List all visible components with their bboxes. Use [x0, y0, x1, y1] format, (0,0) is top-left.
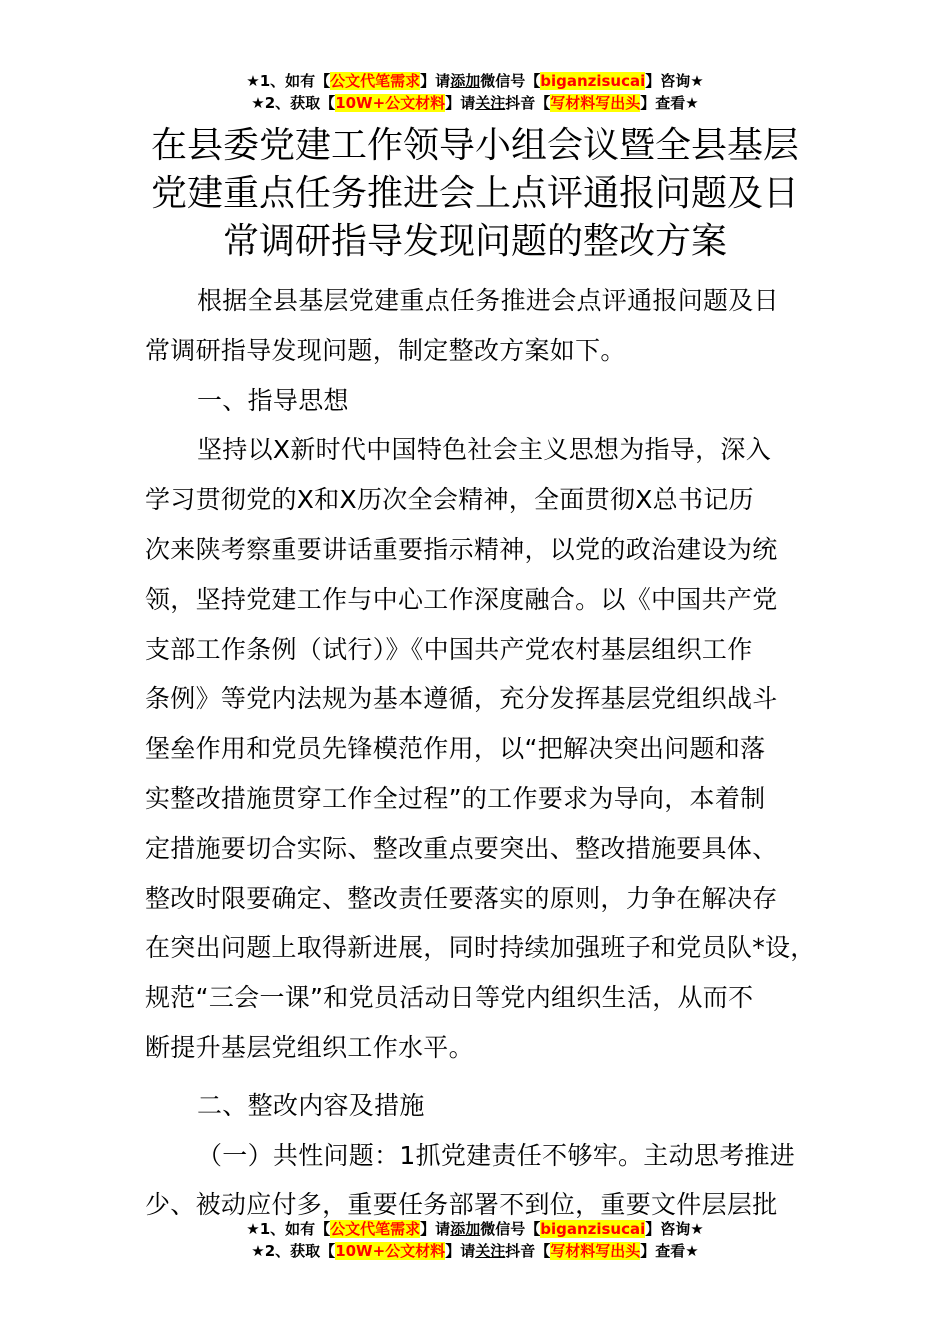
promo-line-2 — [0, 1240, 950, 1262]
promo-text: 】咨询★ — [645, 72, 704, 90]
paragraph-line: 支部工作条例（试行）》《中国共产党农村基层组织工作 — [145, 634, 753, 664]
paragraph-line: 在突出问题上取得新进展，同时持续加强班子和党员队*设， — [145, 933, 816, 963]
paragraph-line: 断提升基层党组织工作水平。 — [145, 1032, 474, 1062]
promo-text: 】请 — [420, 72, 451, 90]
paragraph-line: 少、被动应付多，重要任务部署不到位，重要文件层层批 — [145, 1190, 778, 1220]
promo-text: ★1、如有【 — [246, 72, 331, 90]
promo-text: 抖音【 — [505, 1242, 551, 1260]
promo-highlight: biganzisucai — [540, 1220, 646, 1238]
paragraph-line: 学习贯彻党的X和X历次全会精神，全面贯彻X总书记历 — [145, 485, 754, 515]
promo-highlight: 写材料写出头 — [550, 94, 641, 112]
promo-text: ★2、获取【 — [251, 1242, 336, 1260]
paragraph-line: 坚持以X新时代中国特色社会主义思想为指导，深入 — [197, 435, 772, 465]
promo-header — [0, 70, 950, 114]
promo-line-1 — [0, 70, 950, 92]
promo-text: 】咨询★ — [645, 1220, 704, 1238]
paragraph-line: 次来陕考察重要讲话重要指示精神，以党的政治建设为统 — [145, 534, 778, 564]
paragraph-line: 规范“三会一课”和党员活动日等党内组织生活，从而不 — [145, 983, 754, 1013]
title-line: 常调研指导发现问题的整改方案 — [222, 221, 727, 262]
promo-underline: 关注 — [475, 1242, 506, 1260]
promo-highlight: biganzisucai — [540, 72, 646, 90]
title-line: 党建重点任务推进会上点评通报问题及日 — [150, 173, 799, 214]
promo-footer — [0, 1218, 950, 1262]
promo-line-2 — [0, 92, 950, 114]
promo-underline: 添加 — [450, 72, 481, 90]
promo-text: 】查看★ — [640, 1242, 699, 1260]
paragraph-line: 整改时限要确定、整改责任要落实的原则，力争在解决存 — [145, 883, 778, 913]
promo-highlight: 10W+公文材料 — [335, 94, 446, 112]
paragraph-line: （一）共性问题：1抓党建责任不够牢。主动思考推进 — [197, 1140, 796, 1170]
paragraph-line: 实整改措施贯穿工作全过程”的工作要求为导向，本着制 — [145, 783, 766, 813]
paragraph-line: 堡垒作用和党员先锋模范作用，以“把解决突出问题和落 — [145, 734, 766, 764]
promo-text: 抖音【 — [505, 94, 551, 112]
promo-text: 微信号【 — [480, 72, 541, 90]
promo-highlight: 公文代笔需求 — [330, 72, 421, 90]
promo-highlight: 10W+公文材料 — [335, 1242, 446, 1260]
promo-underline: 关注 — [475, 94, 506, 112]
promo-text: 】查看★ — [640, 94, 699, 112]
promo-text: ★1、如有【 — [246, 1220, 331, 1238]
promo-highlight: 公文代笔需求 — [330, 1220, 421, 1238]
promo-text: ★2、获取【 — [251, 94, 336, 112]
promo-text: 微信号【 — [480, 1220, 541, 1238]
paragraph-line: 领，坚持党建工作与中心工作深度融合。以《中国共产党 — [145, 584, 778, 614]
document-title — [150, 122, 800, 266]
paragraph-line: 常调研指导发现问题，制定整改方案如下。 — [145, 335, 626, 365]
promo-highlight: 写材料写出头 — [550, 1242, 641, 1260]
promo-text: 】请 — [420, 1220, 451, 1238]
section-heading: 一、指导思想 — [197, 385, 349, 415]
section-heading: 二、整改内容及措施 — [197, 1090, 425, 1120]
promo-text: 】请 — [445, 1242, 476, 1260]
paragraph-line: 定措施要切合实际、整改重点要突出、整改措施要具体、 — [145, 833, 778, 863]
paragraph-gap — [145, 1073, 815, 1081]
paragraph-line: 条例》等党内法规为基本遵循，充分发挥基层党组织战斗 — [145, 684, 778, 714]
document-body — [145, 276, 815, 1230]
title-line: 在县委党建工作领导小组会议暨全县基层 — [150, 125, 799, 166]
promo-underline: 添加 — [450, 1220, 481, 1238]
promo-line-1 — [0, 1218, 950, 1240]
promo-text: 】请 — [445, 94, 476, 112]
paragraph-line: 根据全县基层党建重点任务推进会点评通报问题及日 — [197, 286, 779, 315]
